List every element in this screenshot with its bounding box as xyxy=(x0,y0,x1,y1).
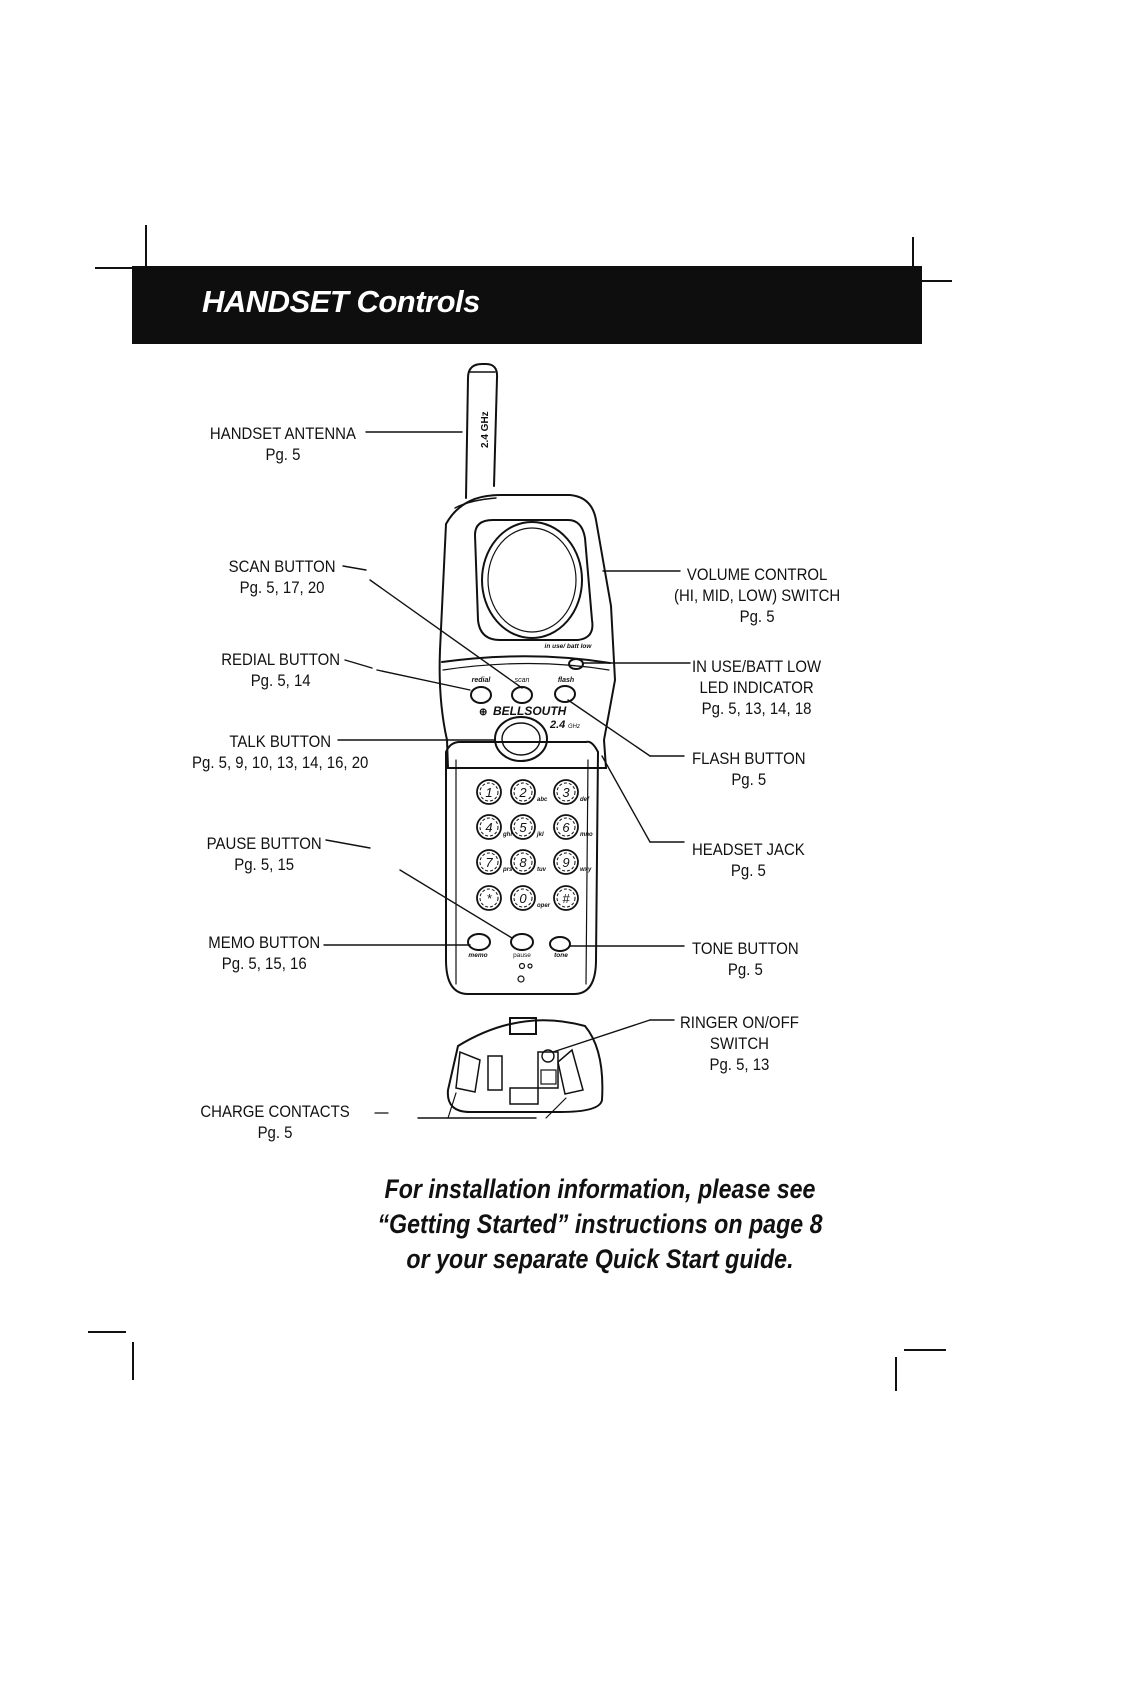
callout-ringer-switch xyxy=(680,1012,799,1075)
keypad xyxy=(477,780,593,910)
callout-label: HANDSET ANTENNA xyxy=(209,424,356,443)
keypad-key xyxy=(511,815,544,839)
callout-label: TALK BUTTON xyxy=(228,732,331,751)
callout-memo-button xyxy=(208,932,320,974)
keypad-letters: tuv xyxy=(537,867,546,873)
callout-pages: Pg. 5 xyxy=(727,960,763,979)
callout-handset-antenna xyxy=(210,423,356,465)
callout-label: TONE BUTTON xyxy=(692,939,799,958)
keypad-digit: 8 xyxy=(519,855,527,870)
callout-pages: Pg. 5 xyxy=(265,445,301,464)
callout-pages: Pg. 5, 15 xyxy=(234,855,295,874)
keypad-letters: wxy xyxy=(580,867,592,873)
keypad-key xyxy=(511,780,548,804)
callout-pages: Pg. 5, 15, 16 xyxy=(221,954,307,973)
callout-tone-button xyxy=(692,938,799,980)
keypad-digit: * xyxy=(486,891,492,906)
brand-logo-icon: ⊕ xyxy=(479,707,488,718)
redial-key-label: redial xyxy=(471,677,491,684)
installation-note xyxy=(256,1172,944,1277)
flash-key-label: flash xyxy=(557,677,575,684)
callout-talk-button xyxy=(192,731,368,773)
callout-pages: Pg. 5, 13 xyxy=(709,1055,770,1074)
band-unit: GHz xyxy=(568,724,580,730)
keypad-digit: 3 xyxy=(562,785,570,800)
memo-key xyxy=(468,934,490,950)
section-title: HANDSET Controls xyxy=(202,284,480,319)
scan-key xyxy=(512,687,532,703)
keypad-key xyxy=(511,886,551,910)
keypad-digit: 6 xyxy=(562,820,570,835)
keypad-key xyxy=(554,850,592,874)
pause-key xyxy=(511,934,533,950)
callout-pages: Pg. 5, 14 xyxy=(250,671,311,690)
antenna-text: 2.4 GHz xyxy=(480,411,491,448)
keypad-letters: mno xyxy=(580,832,593,838)
callout-label: SCAN BUTTON xyxy=(229,557,336,576)
keypad-digit: 1 xyxy=(485,785,493,800)
callout-pages: Pg. 5 xyxy=(739,607,775,626)
callout-redial-button xyxy=(221,649,340,691)
callout-charge-contacts xyxy=(201,1101,350,1143)
callout-label-line2: LED INDICATOR xyxy=(699,678,814,697)
memo-key-label: memo xyxy=(468,952,488,959)
pause-key-label: pause xyxy=(513,952,531,959)
led-status-text: in use/ batt low xyxy=(544,643,592,650)
keypad-key xyxy=(554,780,590,804)
tone-key xyxy=(550,937,570,951)
keypad-letters: oper xyxy=(537,903,551,909)
callout-label: REDIAL BUTTON xyxy=(221,650,340,669)
callout-label-line2: (HI, MID, LOW) SWITCH xyxy=(674,586,841,605)
keypad-key xyxy=(477,815,512,839)
keypad-key xyxy=(477,886,501,910)
keypad-digit: 5 xyxy=(519,820,527,835)
callout-label: VOLUME CONTROL xyxy=(686,565,828,584)
callout-pages: Pg. 5 xyxy=(730,861,766,880)
callout-label: RINGER ON/OFF xyxy=(680,1013,799,1032)
callout-pages: Pg. 5, 17, 20 xyxy=(240,578,325,597)
keypad-key xyxy=(554,886,578,910)
keypad-key xyxy=(511,850,547,874)
callout-label: IN USE/BATT LOW xyxy=(692,657,822,676)
keypad-digit: 9 xyxy=(562,855,570,870)
keypad-digit: # xyxy=(562,891,570,906)
keypad-letters: abc xyxy=(537,797,548,803)
callout-flash-button xyxy=(692,748,806,790)
keypad-digit: 2 xyxy=(519,785,527,800)
keypad-digit: 0 xyxy=(519,891,527,906)
band-label: 2.4 xyxy=(550,719,566,731)
callout-pages: Pg. 5, 13, 14, 18 xyxy=(701,699,812,718)
tone-key-label: tone xyxy=(554,952,568,959)
flash-key xyxy=(555,686,575,702)
scan-key-label: scan xyxy=(514,677,530,684)
callout-headset-jack xyxy=(692,839,805,881)
note-line: “Getting Started” instructions on page 8 xyxy=(377,1209,823,1239)
keypad-letters: jkl xyxy=(537,832,544,838)
callout-label: CHARGE CONTACTS xyxy=(200,1102,350,1121)
callout-volume-control xyxy=(674,564,840,627)
callout-pause-button xyxy=(207,833,322,875)
keypad-letters: ghi xyxy=(503,832,512,838)
earpiece xyxy=(475,520,592,640)
note-line: For installation information, please see xyxy=(384,1174,816,1204)
redial-key xyxy=(471,687,491,703)
keypad-key xyxy=(477,780,501,804)
brand-name: BELLSOUTH xyxy=(493,704,567,718)
note-line: or your separate Quick Start guide. xyxy=(406,1244,794,1274)
keypad-letters: def xyxy=(580,797,589,803)
callout-label: PAUSE BUTTON xyxy=(207,834,322,853)
callout-pages: Pg. 5, 9, 10, 13, 14, 16, 20 xyxy=(191,753,368,772)
keypad-digit: 7 xyxy=(485,855,493,870)
callout-pages: Pg. 5 xyxy=(731,770,767,789)
callout-label: HEADSET JACK xyxy=(692,840,805,859)
keypad-digit: 4 xyxy=(485,820,493,835)
keypad-key xyxy=(477,850,513,874)
callout-in-use-batt-low xyxy=(692,656,821,719)
callout-pages: Pg. 5 xyxy=(257,1123,293,1142)
callout-label: FLASH BUTTON xyxy=(692,749,806,768)
led-indicator xyxy=(569,659,583,669)
callout-scan-button xyxy=(229,556,336,598)
callout-label-line2: SWITCH xyxy=(709,1034,769,1053)
keypad-letters: prs xyxy=(503,867,513,873)
callout-label: MEMO BUTTON xyxy=(208,933,320,952)
